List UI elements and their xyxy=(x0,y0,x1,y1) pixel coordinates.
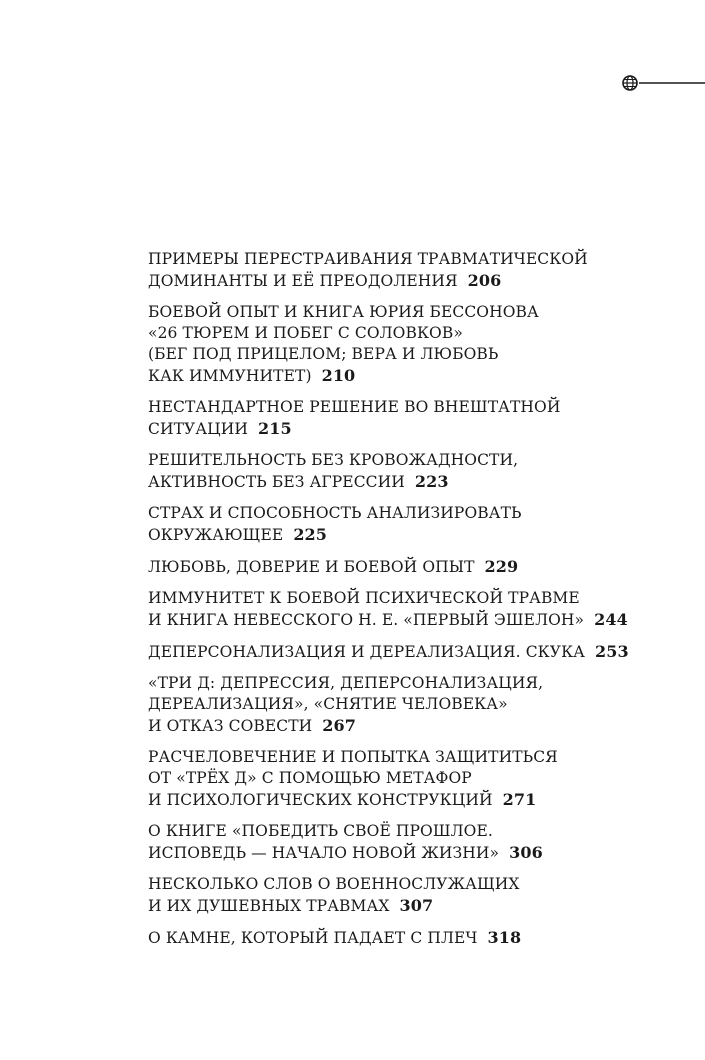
toc-entry xyxy=(148,503,618,546)
toc-page-number: 307 xyxy=(399,896,434,915)
toc-entry xyxy=(148,641,629,663)
toc-entry-title-line xyxy=(148,821,618,842)
toc-page-number: 210 xyxy=(321,366,356,385)
toc-entry-title-text: РАСЧЕЛОВЕЧЕНИЕ И ПОПЫТКА ЗАЩИТИТЬСЯ xyxy=(148,748,558,766)
toc-entry xyxy=(148,821,618,864)
toc-entry-title-line xyxy=(148,249,618,270)
toc-page-number: 215 xyxy=(258,419,292,438)
toc-entry-title-text: И ИХ ДУШЕВНЫХ ТРАВМАХ xyxy=(148,897,390,915)
toc-entry-title-text: АКТИВНОСТЬ БЕЗ АГРЕССИИ xyxy=(148,473,405,491)
toc-entry-title-line xyxy=(148,694,618,715)
toc-entry-title-text: ЛЮБОВЬ, ДОВЕРИЕ И БОЕВОЙ ОПЫТ xyxy=(148,558,475,576)
toc-entry-title-line xyxy=(148,397,618,418)
toc-entry-title-line xyxy=(148,588,618,609)
toc-entry-title-line xyxy=(148,365,618,387)
toc-entry-title-line xyxy=(148,874,618,895)
toc-entry-title-text: ДЕРЕАЛИЗАЦИЯ», «СНЯТИЕ ЧЕЛОВЕКА» xyxy=(148,695,508,713)
toc-entry-title-line xyxy=(148,609,628,631)
toc-entry-title-text: ОТ «ТРЁХ Д» С ПОМОЩЬЮ МЕТАФОР xyxy=(148,769,472,787)
page-ornament xyxy=(620,72,705,94)
toc-entry-title-line xyxy=(148,927,618,949)
toc-page-number: 206 xyxy=(467,271,502,290)
toc-entry xyxy=(148,747,618,811)
toc-entry-title-line xyxy=(148,895,618,917)
toc-entry-title-text: ИСПОВЕДЬ — НАЧАЛО НОВОЙ ЖИЗНИ» xyxy=(148,844,500,862)
toc-entry-title-line xyxy=(148,344,618,365)
toc-entry-title-line xyxy=(148,418,618,440)
toc-page-number: 223 xyxy=(414,472,449,491)
toc-entry-title-line xyxy=(148,715,618,737)
toc-entry-title-line xyxy=(148,524,618,546)
toc-entry-title-text: ИММУНИТЕТ К БОЕВОЙ ПСИХИЧЕСКОЙ ТРАВМЕ xyxy=(148,589,580,607)
toc-page-number: 271 xyxy=(502,790,537,809)
toc-entry-title-line xyxy=(148,471,618,493)
toc-entry-title-line xyxy=(148,450,618,471)
toc-entry-title-text: ДЕПЕРСОНАЛИЗАЦИЯ И ДЕРЕАЛИЗАЦИЯ. СКУКА xyxy=(148,643,586,661)
toc-entry-title-line xyxy=(148,747,618,768)
toc-entry-title-text: И ОТКАЗ СОВЕСТИ xyxy=(148,717,313,735)
toc-entry-title-text: РЕШИТЕЛЬНОСТЬ БЕЗ КРОВОЖАДНОСТИ, xyxy=(148,451,519,469)
toc-entry-title-line xyxy=(148,270,618,292)
toc-entry xyxy=(148,302,618,387)
toc-page-number: 225 xyxy=(293,525,328,544)
toc-entry-title-text: НЕСТАНДАРТНОЕ РЕШЕНИЕ ВО ВНЕШТАТНОЙ xyxy=(148,398,561,416)
toc-entry-title-line xyxy=(148,641,629,663)
toc-entry xyxy=(148,249,618,292)
toc-entry xyxy=(148,450,618,493)
toc-entry xyxy=(148,927,618,949)
toc-entry-title-text: ПРИМЕРЫ ПЕРЕСТРАИВАНИЯ ТРАВМАТИЧЕСКОЙ xyxy=(148,250,588,268)
toc-entry-title-text: ДОМИНАНТЫ И ЕЁ ПРЕОДОЛЕНИЯ xyxy=(148,272,458,290)
globe-icon xyxy=(623,76,637,90)
toc-entry-title-text: КАК ИММУНИТЕТ) xyxy=(148,367,312,385)
toc-entry xyxy=(148,673,618,737)
toc-entry-title-text: О КАМНЕ, КОТОРЫЙ ПАДАЕТ С ПЛЕЧ xyxy=(148,929,478,947)
toc-entry-title-text: (БЕГ ПОД ПРИЦЕЛОМ; ВЕРА И ЛЮБОВЬ xyxy=(148,345,499,363)
toc-page-number: 306 xyxy=(509,843,543,862)
toc-page-number: 318 xyxy=(487,928,522,947)
table-of-contents xyxy=(148,249,629,959)
toc-entry-title-text: О КНИГЕ «ПОБЕДИТЬ СВОЁ ПРОШЛОЕ. xyxy=(148,822,493,840)
toc-entry-title-line xyxy=(148,842,618,864)
toc-entry-title-text: БОЕВОЙ ОПЫТ И КНИГА ЮРИЯ БЕССОНОВА xyxy=(148,303,539,321)
toc-entry-title-line xyxy=(148,673,618,694)
toc-entry-title-line xyxy=(148,302,618,323)
toc-entry-title-text: НЕСКОЛЬКО СЛОВ О ВОЕННОСЛУЖАЩИХ xyxy=(148,875,520,893)
toc-entry-title-text: И ПСИХОЛОГИЧЕСКИХ КОНСТРУКЦИЙ xyxy=(148,791,493,809)
toc-page-number: 244 xyxy=(594,610,628,629)
toc-entry-title-line xyxy=(148,323,618,344)
toc-entry-title-text: СИТУАЦИИ xyxy=(148,420,249,438)
toc-entry xyxy=(148,397,618,440)
toc-entry-title-line xyxy=(148,789,618,811)
toc-entry xyxy=(148,874,618,917)
toc-entry xyxy=(148,588,628,631)
toc-entry-title-line xyxy=(148,768,618,789)
toc-entry-title-line xyxy=(148,556,618,578)
toc-entry-title-text: «ТРИ Д: ДЕПРЕССИЯ, ДЕПЕРСОНАЛИЗАЦИЯ, xyxy=(148,674,544,692)
toc-entry-title-text: ОКРУЖАЮЩЕЕ xyxy=(148,526,284,544)
toc-entry-title-text: И КНИГА НЕВЕССКОГО Н. Е. «ПЕРВЫЙ ЭШЕЛОН» xyxy=(148,611,585,629)
toc-entry xyxy=(148,556,618,578)
toc-entry-title-text: «26 ТЮРЕМ И ПОБЕГ С СОЛОВКОВ» xyxy=(148,324,463,342)
toc-entry-title-text: СТРАХ И СПОСОБНОСТЬ АНАЛИЗИРОВАТЬ xyxy=(148,504,522,522)
toc-page-number: 229 xyxy=(484,557,519,576)
toc-entry-title-line xyxy=(148,503,618,524)
toc-page-number: 253 xyxy=(595,642,629,661)
toc-page-number: 267 xyxy=(322,716,356,735)
